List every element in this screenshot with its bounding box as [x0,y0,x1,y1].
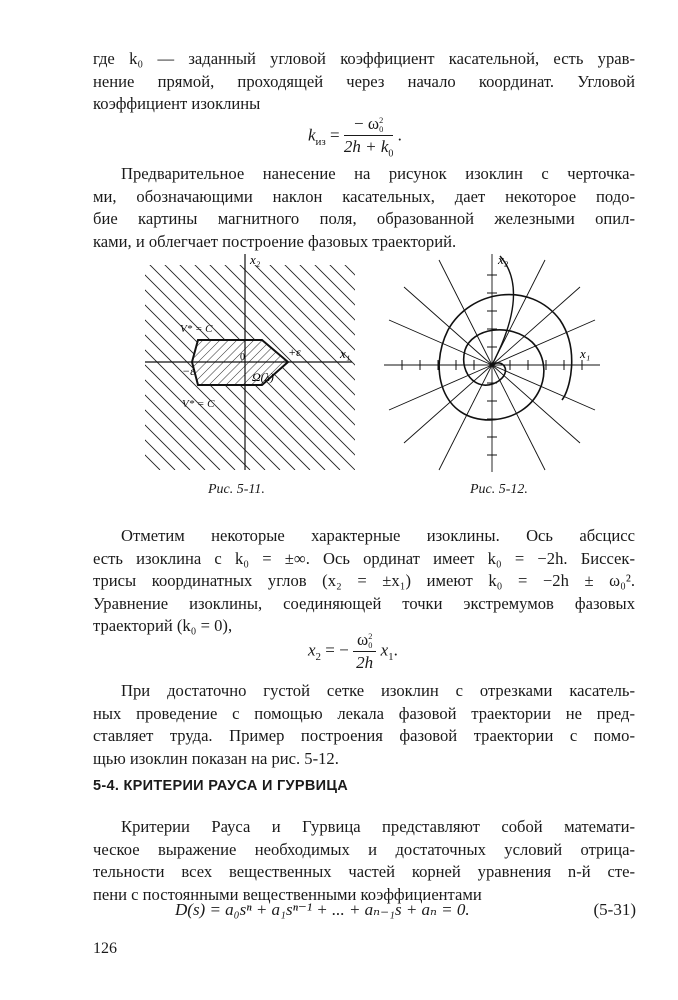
axis-label-x2: x₂ [250,252,261,267]
formula-lhs-sub: из [315,136,326,149]
formula-den: 2h + k [343,137,389,157]
text-line: Предварительное нанесение на рисунок изоклин с черточка- [121,164,635,183]
formula-isocline-slope [308,114,402,159]
formula-den-sub: 0 [388,148,394,160]
label-minus-eps: −ε [182,364,195,378]
formula-eq: = [330,125,340,145]
text-line: ческое выражение необходимых и достаточных условий отрица- [93,839,635,859]
text-line: траекторий (k₀ = 0), [93,616,233,636]
text-line: есть изоклина с k₀ = ±∞. Ось ординат имеет k₀ = −2h. Биссек- [93,548,635,568]
label-plus-eps: +ε [288,345,301,359]
formula-rhs: x [380,640,389,660]
text-line: Уравнение изоклины, соединяющей точки экстремумов фазовых [93,593,635,613]
paragraph-4 [93,680,635,770]
formula-lhs: x [308,640,316,660]
formula-num-sup: 2 [368,632,373,642]
axis-label-x2: x₂ [498,252,509,267]
phase-trajectory [439,295,572,420]
formula-num-sup: 2 [379,116,384,126]
formula-num: − ω [354,114,380,133]
label-origin: 0 [240,352,245,363]
text-line: ками, и облегчает построение фазовых траекторий. [93,231,457,251]
formula-characteristic-equation: D(s) = a₀sⁿ + a₁sⁿ⁻¹ + ... + aₙ₋₁s + aₙ = 0. [175,900,470,919]
caption-fig-5-12: Рис. 5-12. [470,482,528,497]
isocline-rays [384,254,600,472]
text-line: пени с постоянными вещественными коэффициентами [93,884,482,904]
text-line: щью изоклин показан на рис. 5-12. [93,748,339,768]
text-line: тельности всех вещественных частей корней уравнения n-й сте- [93,862,635,882]
paragraph-2 [93,163,635,253]
text-line: ных проведение с помощью лекала фазовой траектории не пред- [93,703,635,723]
text-line: ставляет труда. Пример построения фазовой траектории с помо- [93,726,635,746]
axis-label-x1: x₁ [580,346,591,361]
label-v-bottom: V* = C [182,398,215,410]
text-line: трисы координатных углов (x₂ = ±x₁) имеют k₀ = −2h ± ω₀². [93,571,635,591]
text-line: При достаточно густой сетке изоклин с отрезками касатель- [121,681,635,700]
paragraph-3 [93,525,635,638]
text-line: Отметим некоторые характерные изоклины. Ось абсцисс [121,526,635,545]
paragraph-1 [93,48,635,116]
paragraph-5 [93,816,635,906]
label-region: Ω(λ) [252,370,274,384]
caption-fig-5-11: Рис. 5-11. [208,482,265,497]
text-line: где k₀ — заданный угловой коэффициент касательной, есть урав- [93,49,635,68]
text-line: нение прямой, проходящей через начало координат. Угловой [93,71,635,91]
text-line: бие картины магнитного поля, образованной железными опил- [93,209,635,229]
formula-eq: = − [325,640,349,660]
figure-5-11 [140,250,365,475]
text-line: ми, обозначающими наклон касательных, дает некоторое подо- [93,186,635,206]
figure-5-12 [380,250,605,475]
section-heading: 5-4. КРИТЕРИИ РАУСА И ГУРВИЦА [93,778,348,794]
formula-num-sub: 0 [368,641,373,651]
formula-fraction [344,114,394,159]
formula-fraction [353,630,376,673]
page-number: 126 [93,940,117,957]
equation-number: (5-31) [593,900,636,919]
formula-isocline-extrema [308,630,398,673]
formula-num: ω [356,630,369,649]
formula-lhs-sub: 2 [315,650,322,663]
formula-end: . [397,125,402,145]
formula-end: . [393,640,398,660]
formula-num-sub: 0 [379,125,384,135]
formula-rhs-sub: 1 [388,650,394,663]
text-line: коэффициент изоклины [93,94,261,114]
text-line: Критерии Рауса и Гурвица представляют собой математи- [121,817,635,836]
formula-lhs: k [308,125,316,145]
label-v-top: V* = C [180,323,213,335]
axis-label-x1: x₁ [340,346,351,361]
formula-den: 2h [356,653,374,673]
